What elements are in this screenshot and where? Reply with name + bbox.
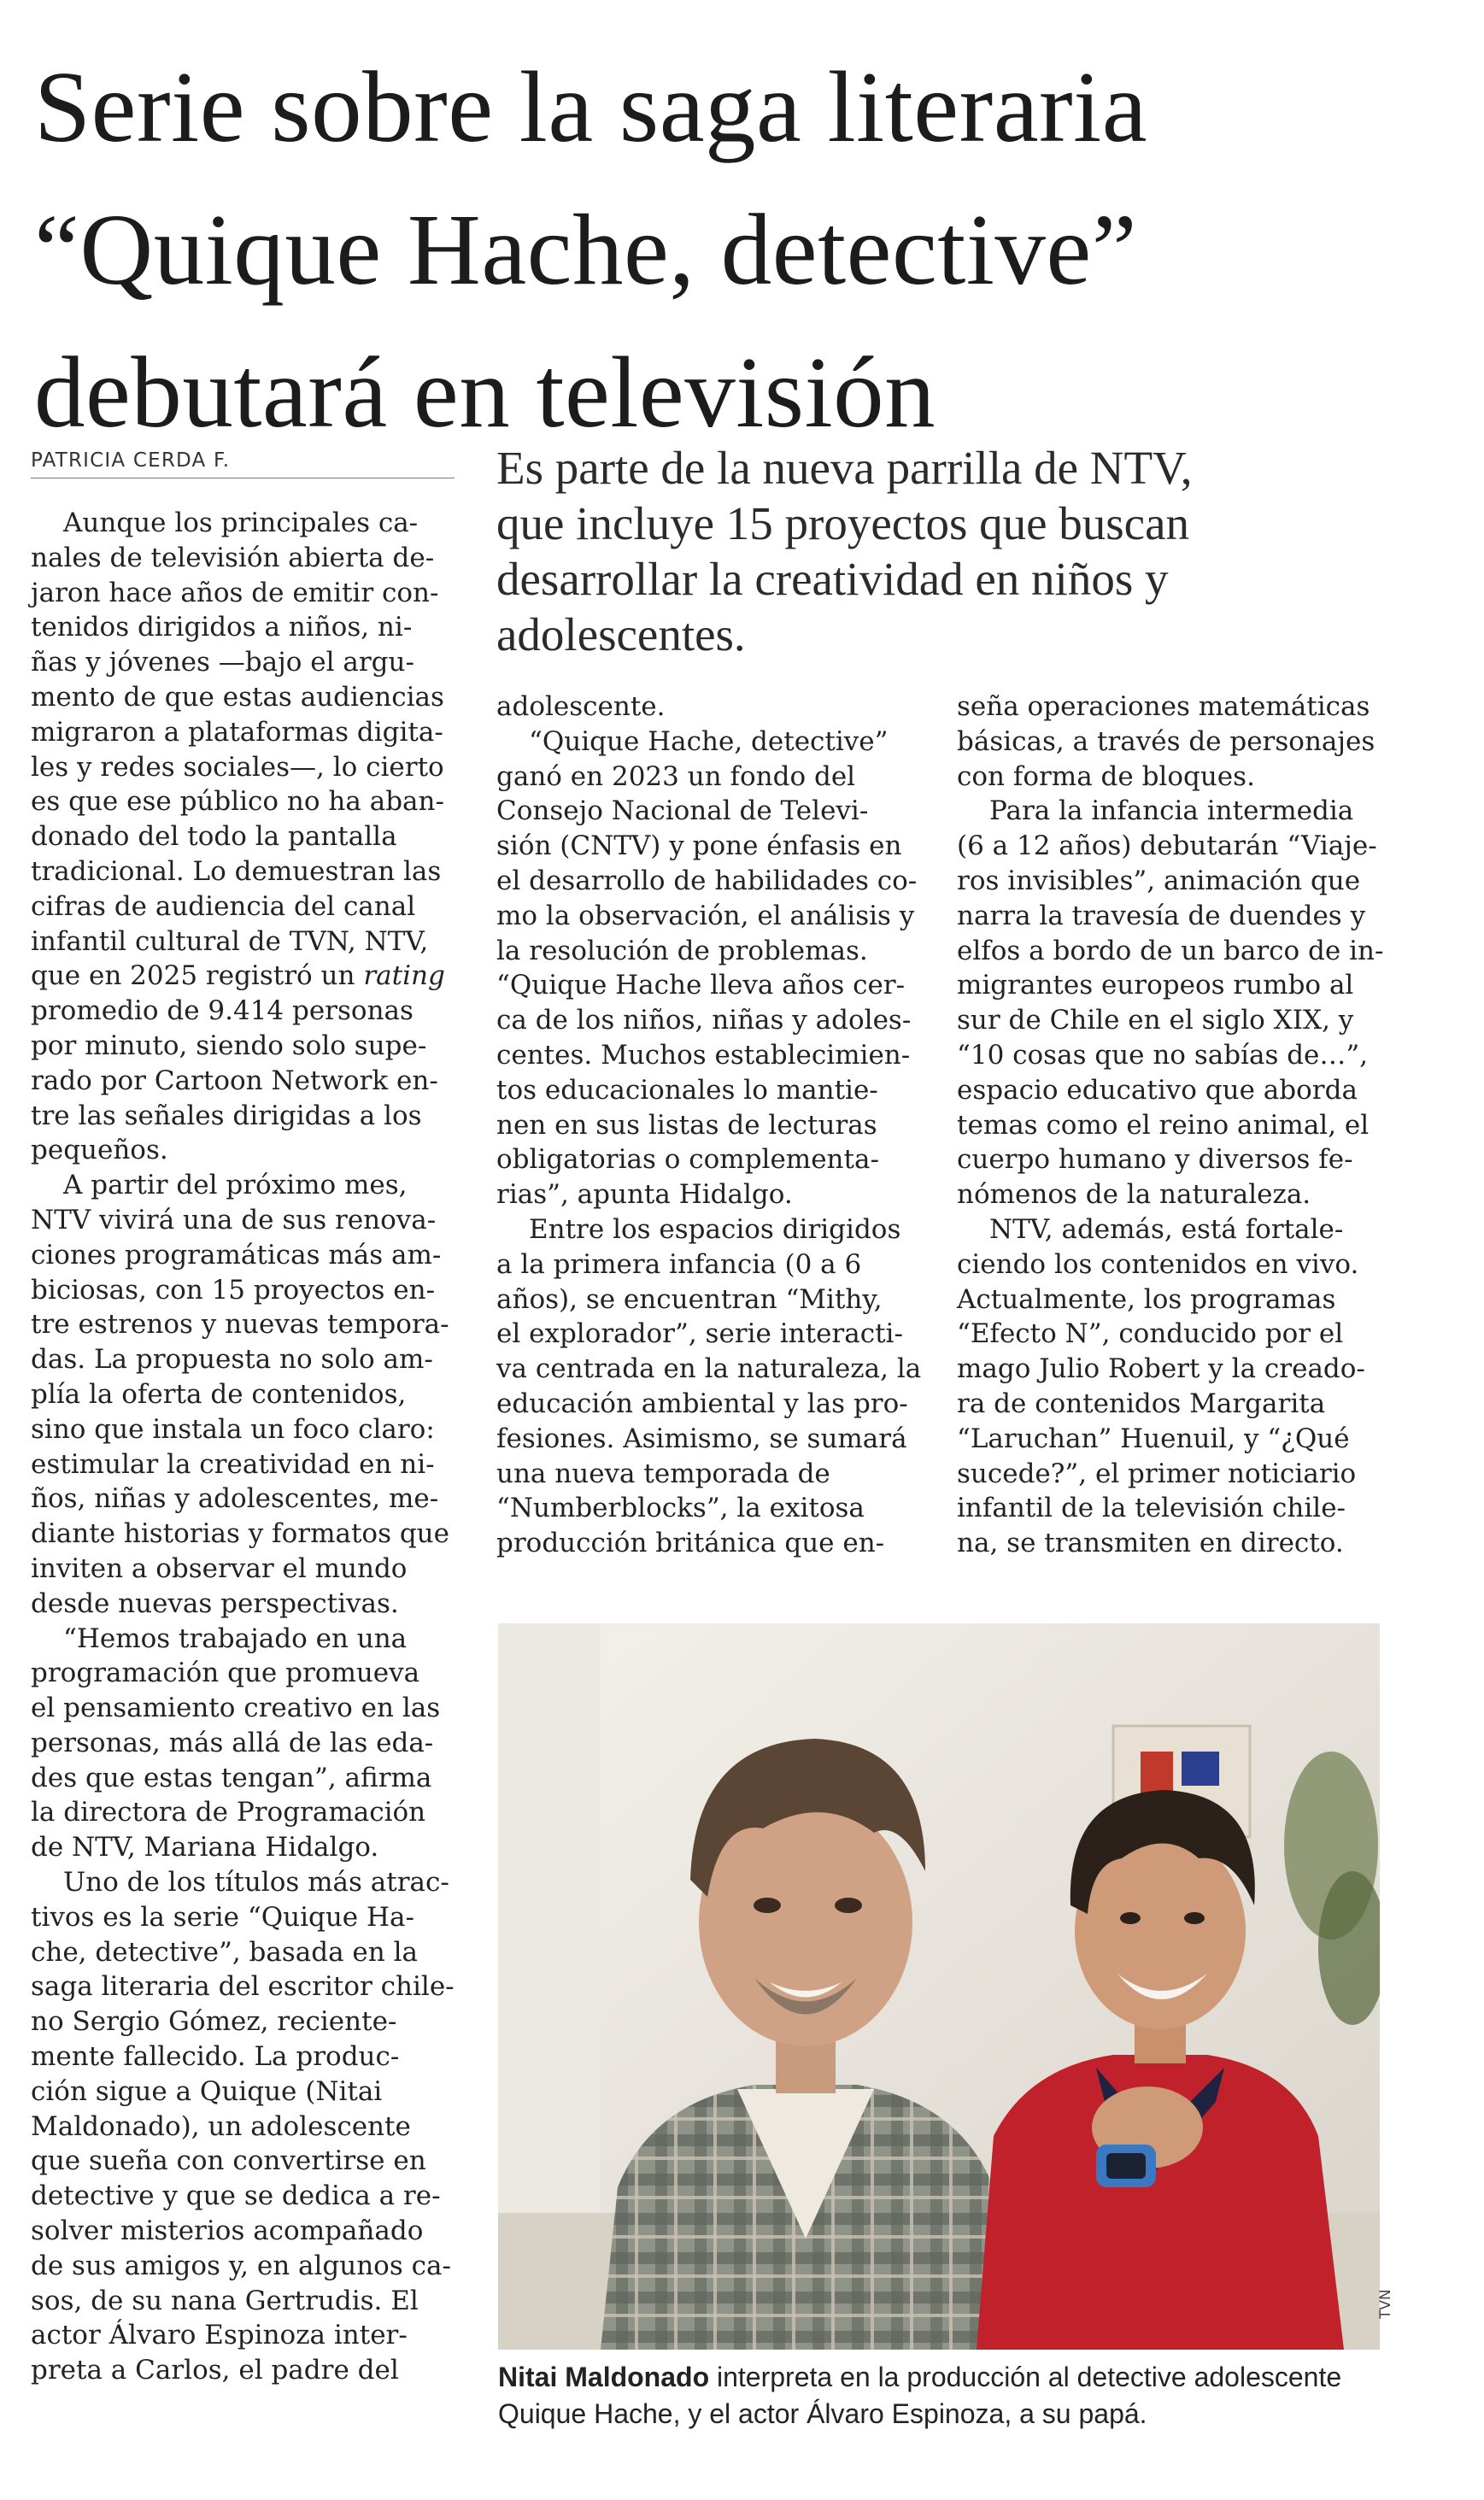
text-line: el pensamiento creativo en las xyxy=(31,1693,441,1724)
text-line: ños, niñas y adolescentes, me- xyxy=(31,1483,439,1515)
text-line: migraron a plataformas digita- xyxy=(31,716,443,748)
text-line: actor Álvaro Espinoza inter- xyxy=(31,2320,408,2351)
caption-line-1 xyxy=(498,2359,1395,2396)
text-line: la directora de Programación xyxy=(31,1797,426,1828)
lead-line: desarrollar la creatividad en niños y xyxy=(496,553,1169,605)
text-line: narra la travesía de duendes y xyxy=(957,900,1366,931)
text-line: tivos es la serie “Quique Ha- xyxy=(31,1901,415,1933)
text-line: ra de contenidos Margarita xyxy=(957,1388,1326,1419)
text-line: por minuto, siendo solo supe- xyxy=(31,1030,427,1061)
text-line: “Laruchan” Huenuil, y “¿Qué xyxy=(957,1423,1350,1454)
text-line: obligatorias o complementa- xyxy=(496,1144,879,1176)
text-line: cifras de audiencia del canal xyxy=(31,890,416,922)
article-photo xyxy=(498,1623,1380,2350)
headline-line-1: Serie sobre la saga literaria xyxy=(34,50,1148,163)
text-line: sur de Chile en el siglo XIX, y xyxy=(957,1005,1354,1036)
text-line: ca de los niños, niñas y adoles- xyxy=(496,1005,912,1036)
text-line: Entre los espacios dirigidos xyxy=(529,1213,901,1245)
text-line: básicas, a través de personajes xyxy=(957,725,1375,757)
text-line: “Numberblocks”, la exitosa xyxy=(496,1493,865,1524)
text-line: ros invisibles”, animación que xyxy=(957,865,1361,896)
text-line: saga literaria del escritor chile- xyxy=(31,1971,455,2003)
text-line: sino que instala un foco claro: xyxy=(31,1413,435,1445)
text-line: ciendo los contenidos en vivo. xyxy=(957,1248,1359,1280)
text-line: adolescente. xyxy=(496,691,666,722)
byline: PATRICIA CERDA F. xyxy=(31,449,231,472)
text-line: (6 a 12 años) debutarán “Viaje- xyxy=(957,830,1377,862)
lead-line: adolescentes. xyxy=(496,608,746,660)
caption-name: Nitai Maldonado xyxy=(498,2362,710,2392)
text-line: ción sigue a Quique (Nitai xyxy=(31,2075,383,2107)
text-line: que en 2025 registró un rating xyxy=(31,960,445,992)
text-line: les y redes sociales—, lo cierto xyxy=(31,751,444,783)
text-line: Aunque los principales ca- xyxy=(63,508,419,538)
text-line: Para la infancia intermedia xyxy=(989,795,1354,827)
text-line: tradicional. Lo demuestran las xyxy=(31,855,442,887)
text-line: tos educacionales lo mantie- xyxy=(496,1074,878,1106)
text-line: mago Julio Robert y la creado- xyxy=(957,1353,1365,1385)
text-line: de sus amigos y, en algunos ca- xyxy=(31,2250,451,2281)
text-line: “Quique Hache, detective” xyxy=(529,725,889,757)
text-line: tenidos dirigidos a niños, ni- xyxy=(31,612,413,643)
text-line: desde nuevas perspectivas. xyxy=(31,1587,399,1619)
text-line: que sueña con convertirse en xyxy=(31,2145,426,2177)
text-line: Consejo Nacional de Televi- xyxy=(496,795,869,827)
text-line: “Efecto N”, conducido por el xyxy=(957,1318,1344,1350)
text-line: NTV vivirá una de sus renova- xyxy=(31,1204,437,1235)
text-line: el desarrollo de habilidades co- xyxy=(496,865,918,896)
text-line: con forma de bloques. xyxy=(957,760,1255,792)
lead-subheading xyxy=(496,440,1402,662)
text-line: “Quique Hache lleva años cer- xyxy=(496,970,906,1001)
text-line: inviten a observar el mundo xyxy=(31,1552,408,1584)
text-line: mento de que estas audiencias xyxy=(31,681,444,713)
text-line: elfos a bordo de un barco de in- xyxy=(957,935,1384,966)
text-line: na, se transmiten en directo. xyxy=(957,1528,1344,1559)
text-line: plía la oferta de contenidos, xyxy=(31,1378,407,1410)
text-line: Uno de los títulos más atrac- xyxy=(63,1867,449,1898)
text-line: Actualmente, los programas xyxy=(957,1283,1336,1315)
text-line: tre las señales dirigidas a los xyxy=(31,1100,422,1131)
text-line: centes. Muchos establecimien- xyxy=(496,1039,911,1071)
headline-line-3: debutará en televisión xyxy=(34,336,936,449)
text-line: temas como el reino animal, el xyxy=(957,1109,1370,1141)
text-line: preta a Carlos, el padre del xyxy=(31,2355,399,2386)
text-line: pequeños. xyxy=(31,1135,168,1166)
text-line: la resolución de problemas. xyxy=(496,935,868,966)
text-line: des que estas tengan”, afirma xyxy=(31,1762,432,1793)
text-line: es que ese público no ha aban- xyxy=(31,786,444,818)
text-line: ganó en 2023 un fondo del xyxy=(496,760,856,792)
text-line: seña operaciones matemáticas xyxy=(957,691,1370,722)
text-line: che, detective”, basada en la xyxy=(31,1936,418,1968)
text-line: mente fallecido. La produc- xyxy=(31,2041,400,2073)
text-line: A partir del próximo mes, xyxy=(63,1170,408,1201)
text-line: sión (CNTV) y pone énfasis en xyxy=(496,830,902,862)
text-line: educación ambiental y las pro- xyxy=(496,1388,908,1419)
text-line: cuerpo humano y diversos fe- xyxy=(957,1144,1353,1176)
photo-illustration xyxy=(498,1623,1380,2350)
text-line: donado del todo la pantalla xyxy=(31,821,397,853)
photo-caption xyxy=(498,2359,1395,2433)
lead-line: que incluye 15 proyectos que buscan xyxy=(496,497,1190,549)
italic-word: rating xyxy=(363,960,445,992)
text-line: nales de televisión abierta de- xyxy=(31,542,435,573)
text-line: ciones programáticas más am- xyxy=(31,1239,442,1271)
text-line: “Hemos trabajado en una xyxy=(63,1623,408,1654)
headline xyxy=(34,36,1452,464)
headline-line-2: “Quique Hache, detective” xyxy=(34,193,1138,306)
text-line: infantil cultural de TVN, NTV, xyxy=(31,925,429,957)
body-column-3 xyxy=(957,690,1401,1561)
text-line: el explorador”, serie interacti- xyxy=(496,1318,903,1350)
caption-line-2: Quique Hache, y el actor Álvaro Espinoza, a su papá. xyxy=(498,2398,1147,2429)
text-line: das. La propuesta no solo am- xyxy=(31,1344,433,1376)
text-line: años), se encuentran “Mithy, xyxy=(496,1283,883,1315)
text-line: detective y que se dedica a re- xyxy=(31,2180,441,2212)
caption-text: interpreta en la producción al detective adolescente xyxy=(709,2362,1342,2392)
text-line: una nueva temporada de xyxy=(496,1458,830,1489)
text-line: ñas y jóvenes —bajo el argu- xyxy=(31,647,414,678)
text-line: fesiones. Asimismo, se sumará xyxy=(496,1423,907,1454)
photo-credit: TVN xyxy=(1377,2289,1394,2319)
text-line: solver misterios acompañado xyxy=(31,2215,424,2247)
text-line: jaron hace años de emitir con- xyxy=(31,577,439,608)
text-line: tre estrenos y nuevas tempora- xyxy=(31,1309,449,1341)
text-line: rado por Cartoon Network en- xyxy=(31,1065,438,1096)
body-column-1 xyxy=(31,506,458,2388)
text-line: infantil de la televisión chile- xyxy=(957,1493,1346,1524)
text-line: nen en sus listas de lecturas xyxy=(496,1109,877,1141)
text-line: estimular la creatividad en ni- xyxy=(31,1448,435,1480)
text-line: NTV, además, está fortale- xyxy=(989,1213,1344,1245)
text-line: sos, de su nana Gertrudis. El xyxy=(31,2285,419,2316)
text-line: no Sergio Gómez, reciente- xyxy=(31,2006,397,2038)
text-line: producción británica que en- xyxy=(496,1528,885,1559)
text-line: personas, más allá de las eda- xyxy=(31,1727,434,1758)
text-line: biciosas, con 15 proyectos en- xyxy=(31,1274,436,1306)
body-column-2 xyxy=(496,690,924,1561)
text-line: espacio educativo que aborda xyxy=(957,1074,1358,1106)
text-line: sucede?”, el primer noticiario xyxy=(957,1458,1357,1489)
text-line: Maldonado), un adolescente xyxy=(31,2110,411,2142)
text-line: de NTV, Mariana Hidalgo. xyxy=(31,1832,379,1863)
lead-line: Es parte de la nueva parrilla de NTV, xyxy=(496,442,1193,494)
text-line: diante historias y formatos que xyxy=(31,1518,449,1550)
text-line: nómenos de la naturaleza. xyxy=(957,1179,1311,1211)
text-line: rias”, apunta Hidalgo. xyxy=(496,1179,793,1211)
text-line: programación que promueva xyxy=(31,1658,420,1689)
text-line: migrantes europeos rumbo al xyxy=(957,970,1354,1001)
text-line: a la primera infancia (0 a 6 xyxy=(496,1248,862,1280)
text-line: “10 cosas que no sabías de…”, xyxy=(957,1039,1369,1071)
text-line: va centrada en la naturaleza, la xyxy=(496,1353,922,1385)
text-line: promedio de 9.414 personas xyxy=(31,995,414,1027)
text-line: mo la observación, el análisis y xyxy=(496,900,915,931)
